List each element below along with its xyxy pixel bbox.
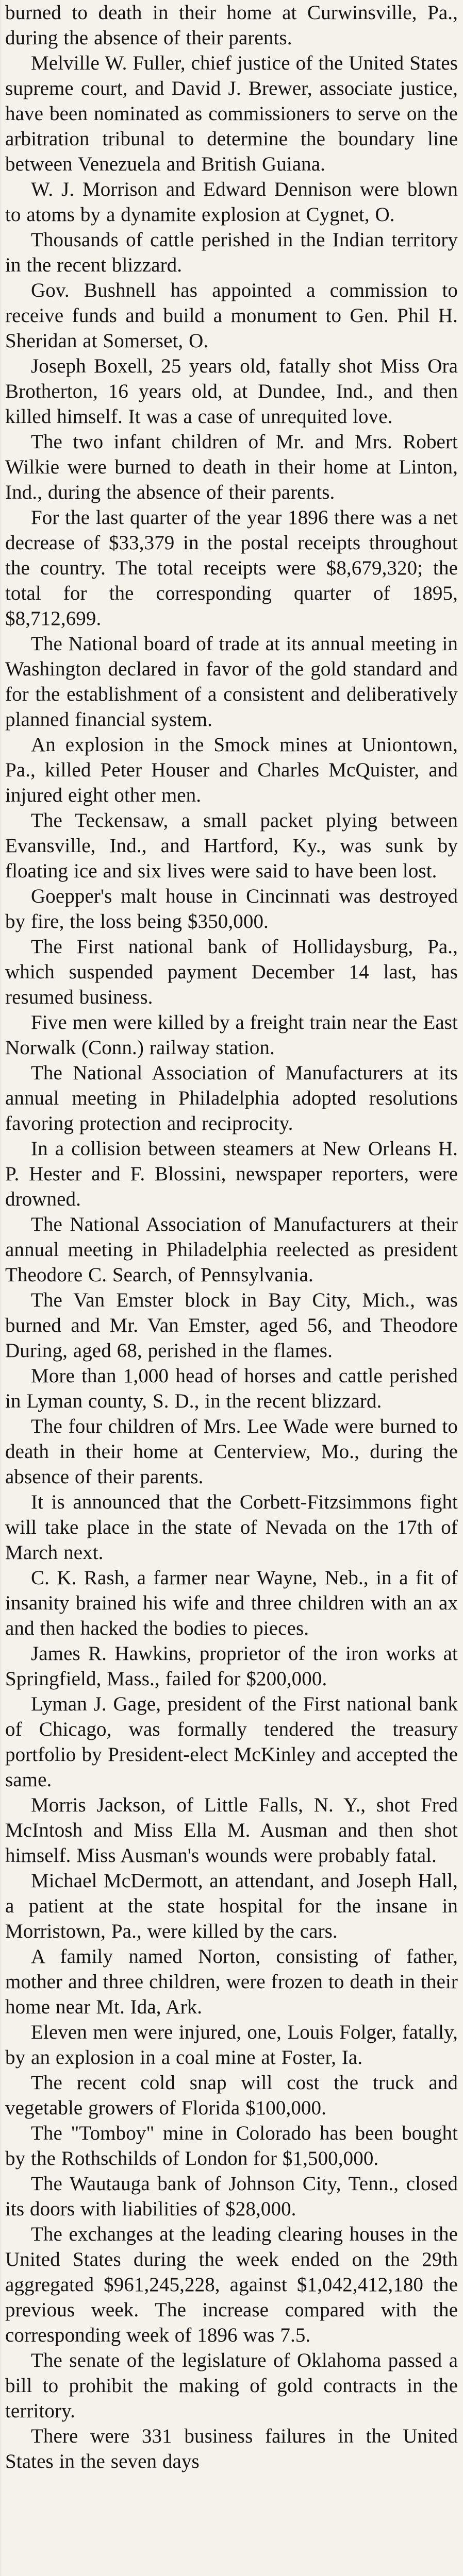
news-item: A family named Norton, consisting of father, mother and three children, were frozen to death in their home near Mt. Ida, Ark.: [5, 1945, 458, 2018]
news-item: There were 331 business failures in the United States in the seven days: [5, 2425, 458, 2472]
page-edge-shade: [0, 0, 2, 2576]
news-item: burned to death in their home at Curwinsville, Pa., during the absence of their parents.: [5, 2, 458, 49]
news-item: Morris Jackson, of Little Falls, N. Y., shot Fred McIntosh and Miss Ella M. Ausman and then shot himself. Miss Ausman's wounds were probably fatal.: [5, 1794, 458, 1867]
news-item: The First national bank of Hollidaysburg, Pa., which suspended payment December 14 last, has resumed business.: [5, 936, 458, 1008]
news-item: For the last quarter of the year 1896 there was a net decrease of $33,379 in the postal receipts throughout the country. The total receipts were $8,679,320; the total for the corresponding quarter of 1895, $8,712,699.: [5, 506, 458, 630]
news-item: The four children of Mrs. Lee Wade were burned to death in their home at Centerview, Mo., during the absence of their parents.: [5, 1415, 458, 1488]
news-item: Joseph Boxell, 25 years old, fatally shot Miss Ora Brotherton, 16 years old, at Dundee, Ind., and then killed himself. It was a case of unrequited love.: [5, 355, 458, 428]
news-item: An explosion in the Smock mines at Uniontown, Pa., killed Peter Houser and Charles McQuister, and injured eight other men.: [5, 734, 458, 806]
news-item: Goepper's malt house in Cincinnati was destroyed by fire, the loss being $350,000.: [5, 885, 458, 933]
news-item: More than 1,000 head of horses and cattle perished in Lyman county, S. D., in the recent blizzard.: [5, 1365, 458, 1412]
news-item: Thousands of cattle perished in the Indian territory in the recent blizzard.: [5, 229, 458, 276]
news-item: James R. Hawkins, proprietor of the iron works at Springfield, Mass., failed for $200,000.: [5, 1642, 458, 1690]
news-item: The Teckensaw, a small packet plying between Evansville, Ind., and Hartford, Ky., was sunk by floating ice and six lives were said to have been lost.: [5, 809, 458, 882]
news-item: Lyman J. Gage, president of the First national bank of Chicago, was formally tendered the treasury portfolio by President-elect McKinley and accepted the same.: [5, 1693, 458, 1791]
news-item: The exchanges at the leading clearing houses in the United States during the week ended on the 29th aggregated $961,245,228, against $1,042,412,180 the previous week. The increase compared with the corresponding week of 1896 was 7.5.: [5, 2223, 458, 2346]
news-item: The National Association of Manufacturers at its annual meeting in Philadelphia adopted resolutions favoring protection and reciprocity.: [5, 1062, 458, 1134]
news-item: Michael McDermott, an attendant, and Joseph Hall, a patient at the state hospital for the insane in Morristown, Pa., were killed by the cars.: [5, 1870, 458, 1942]
news-item: The National Association of Manufacturers at their annual meeting in Philadelphia reelected as president Theodore C. Search, of Pennsylvania.: [5, 1213, 458, 1286]
news-item: The Wautauga bank of Johnson City, Tenn., closed its doors with liabilities of $28,000.: [5, 2173, 458, 2220]
news-item: In a collision between steamers at New Orleans H. P. Hester and F. Blossini, newspaper reporters, were drowned.: [5, 1138, 458, 1210]
news-item: Melville W. Fuller, chief justice of the United States supreme court, and David J. Brewer, associate justice, have been nominated as commissioners to serve on the arbitration tribunal to determine the boundary line between Venezuela and British Guiana.: [5, 52, 458, 175]
news-item: Gov. Bushnell has appointed a commission to receive funds and build a monument to Gen. Phil H. Sheridan at Somerset, O.: [5, 279, 458, 352]
news-item: The senate of the legislature of Oklahoma passed a bill to prohibit the making of gold contracts in the territory.: [5, 2349, 458, 2422]
news-item: C. K. Rash, a farmer near Wayne, Neb., in a fit of insanity brained his wife and three children with an ax and then hacked the bodies to pieces.: [5, 1567, 458, 1639]
news-item: The recent cold snap will cost the truck and vegetable growers of Florida $100,000.: [5, 2072, 458, 2119]
news-item: It is announced that the Corbett-Fitzsimmons fight will take place in the state of Nevada on the 17th of March next.: [5, 1491, 458, 1564]
news-item: The Van Emster block in Bay City, Mich., was burned and Mr. Van Emster, aged 56, and Theodore During, aged 68, perished in the flames.: [5, 1289, 458, 1362]
news-item: The two infant children of Mr. and Mrs. Robert Wilkie were burned to death in their home at Linton, Ind., during the absence of their parents.: [5, 431, 458, 503]
news-item: Eleven men were injured, one, Louis Folger, fatally, by an explosion in a coal mine at Foster, Ia.: [5, 2021, 458, 2069]
news-item: W. J. Morrison and Edward Dennison were blown to atoms by a dynamite explosion at Cygnet, O.: [5, 178, 458, 226]
news-item: The "Tomboy" mine in Colorado has been bought by the Rothschilds of London for $1,500,000.: [5, 2122, 458, 2170]
news-item: Five men were killed by a freight train near the East Norwalk (Conn.) railway station.: [5, 1011, 458, 1059]
news-column: [5, 0, 458, 2576]
news-item: The National board of trade at its annual meeting in Washington declared in favor of the gold standard and for the establishment of a consistent and deliberatively planned financial system.: [5, 633, 458, 731]
